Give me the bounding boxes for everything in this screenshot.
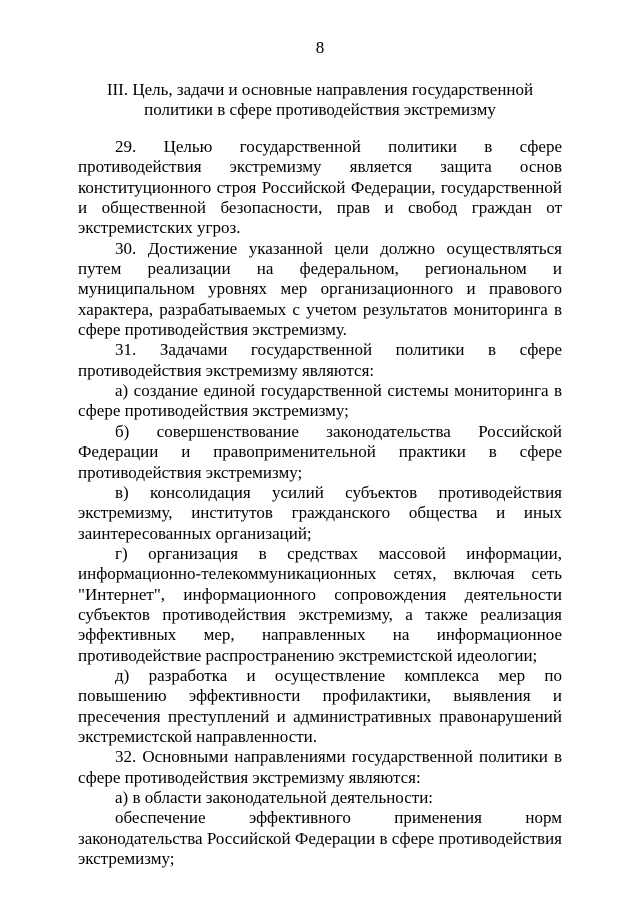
paragraph-30: 30. Достижение указанной цели должно осуществляться путем реализации на федеральном, региональном и муниципальном уровнях мер организационного и правового характера, разрабатываемых с учетом результатов мониторинга в сфере противодействия экстремизму. xyxy=(78,238,562,340)
paragraph-31-v: в) консолидация усилий субъектов противодействия экстремизму, институтов гражданского общества и иных заинтересованных организаций; xyxy=(78,482,562,543)
paragraph-32-a: а) в области законодательной деятельности: xyxy=(115,788,434,807)
document-body xyxy=(78,137,562,869)
paragraph-32: 32. Основными направлениями государственной политики в сфере противодействия экстремизму являются: xyxy=(78,747,562,787)
paragraph-31: 31. Задачами государственной политики в сфере противодействия экстремизму являются: xyxy=(78,340,562,380)
paragraph-31-g: г) организация в средствах массовой информации, информационно-телекоммуникационных сетях, включая сеть "Интернет", информационного сопровождения деятельности субъектов противодействия экстремизму, а также реализация эффективных мер, направленных на информационное противодействие распространению экстремистской идеологии; xyxy=(78,543,562,665)
paragraph-32-a-item: обеспечение эффективного применения норм законодательства Российской Федерации в сфере противодействия экстремизму; xyxy=(78,808,562,869)
paragraph-31-b: б) совершенствование законодательства Российской Федерации и правоприменительной практики в сфере противодействия экстремизму; xyxy=(78,421,562,482)
paragraph-31-d: д) разработка и осуществление комплекса мер по повышению эффективности профилактики, выявления и пресечения преступлений и административных правонарушений экстремистской направленности. xyxy=(78,665,562,746)
page-number: 8 xyxy=(315,38,325,57)
section-heading: III. Цель, задачи и основные направления государственной политики в сфере противодействия экстремизму xyxy=(106,80,534,119)
paragraph-31-a: а) создание единой государственной системы мониторинга в сфере противодействия экстремизму; xyxy=(78,381,562,421)
paragraph-29: 29. Целью государственной политики в сфере противодействия экстремизму является защита основ конституционного строя Российской Федерации, государственной и общественной безопасности, прав и свобод граждан от экстремистских угроз. xyxy=(78,137,562,238)
